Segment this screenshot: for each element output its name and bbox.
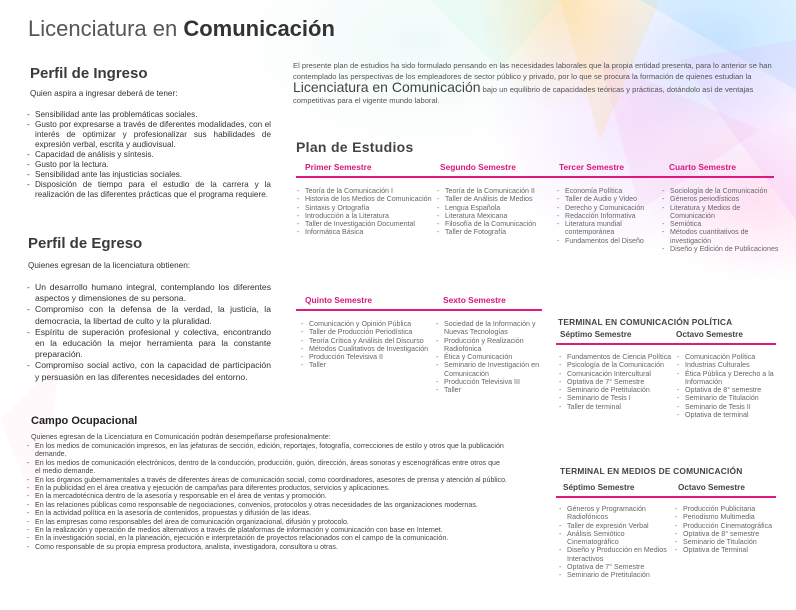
perfil-egreso-list [27,282,271,383]
page-title [28,16,335,42]
subject-item: - Semiótica [662,220,782,228]
campo-ocupacional-intro: Quienes egresan de la Licenciatura en Comunicación podrán desempeñarse profesionalmente: [31,433,331,441]
list-item: - En las relaciones públicas como responsable de negociaciones, convenios, protocolos y otras necesidades de las organizaciones modernas. [27,501,507,509]
list-item: - Sensibilidad ante las problemáticas sociales. [27,110,271,120]
subject-item: - Literatura Mexicana [437,212,552,220]
list-item: - Sensibilidad ante las injusticias sociales. [27,170,271,180]
subject-item: - Optativa de 7° Semestre [559,378,673,386]
semester-5-header: Quinto Semestre [305,295,373,305]
terminal-medios-divider-bar [556,496,776,498]
list-item: - Gusto por la lectura. [27,160,271,170]
subject-item: - Ética Pública y Derecho a la Información [677,370,787,387]
subject-item: - Teoría Crítica y Análisis del Discurso [301,337,441,345]
subject-item: - Métodos cuantitativos de investigación [662,228,782,245]
perfil-egreso-intro: Quienes egresan de la licenciatura obtienen: [28,261,191,270]
subject-item: - Optativa de 8° semestre [675,530,787,538]
semester-2-subjects [437,187,552,237]
semester-6-header: Sexto Semestre [443,295,506,305]
list-item: - Un desarrollo humano integral, contemplando los diferentes aspectos y dimensiones de su persona. [27,282,271,304]
subject-item: - Producción y Realización Radiofónica [436,337,551,354]
subject-item: - Géneros periodísticos [662,195,782,203]
subject-item: - Optativa de 8° semestre [677,386,787,394]
perfil-egreso-heading: Perfil de Egreso [28,235,143,252]
list-item: - En la mercadotécnica dentro de la asesoría y responsable en el área de ventas y promoción. [27,492,507,500]
subject-item: - Comunicación y Opinión Pública [301,320,441,328]
subject-item: - Ética y Comunicación [436,353,551,361]
semester-3-header: Tercer Semestre [559,162,625,172]
campo-ocupacional-heading: Campo Ocupacional [31,415,138,427]
list-item: - Gusto por expresarse a través de diferentes modalidades, con el interés de optimizar y profesionalizar sus habilidades de expresión verbal, escrita y audiovisual. [27,120,271,150]
subject-item: - Informática Básica [297,228,432,236]
perfil-ingreso-list [27,110,271,200]
title-bold: Comunicación [183,16,335,41]
subject-item: - Sintaxis y Ortografía [297,204,432,212]
semester-2-header: Segundo Semestre [440,162,516,172]
subject-item: - Literatura mundial contemporánea [557,220,659,237]
subject-item: - Seminario de Pretitulación [559,571,671,579]
terminal-medios-octavo-subjects [675,505,787,555]
semester-1-header: Primer Semestre [305,162,372,172]
subject-item: - Lengua Española [437,204,552,212]
list-item: - En las empresas como responsables del área de comunicación organizacional, difusión y protocolo. [27,518,507,526]
terminal-politica-septimo-header: Séptimo Semestre [560,330,632,339]
semester-6-subjects [436,320,551,395]
terminal-politica-octavo-header: Octavo Semestre [676,330,743,339]
subject-item: - Sociedad de la Información y Nuevas Tecnologías [436,320,551,337]
subject-item: - Seminario de Pretitulación [559,386,673,394]
plan-divider-bar [296,176,774,178]
subject-item: - Introducción a la Literatura [297,212,432,220]
subject-item: - Producción Cinematográfica [675,522,787,530]
subject-item: - Taller de Investigación Documental [297,220,432,228]
subject-item: - Seminario de Tesis II [677,403,787,411]
terminal-politica-divider-bar [556,343,776,345]
semester-3-subjects [557,187,659,245]
subject-item: - Diseño y Producción en Medios Interactivos [559,546,671,563]
plan-divider-bar-2 [296,309,542,311]
semester-4-header: Cuarto Semestre [669,162,737,172]
subject-item: - Géneros y Programación Radiofónicos [559,505,671,522]
subject-item: - Seminario de Tesis I [559,394,673,402]
semester-5-subjects [301,320,441,370]
semester-4-subjects [662,187,782,253]
list-item: - En la realización y operación de medios alternativos a través de plataformas de información y comunicación con base en Internet. [27,526,507,534]
subject-item: - Taller de Análisis de Medios [437,195,552,203]
subject-item: - Taller de Audio y Video [557,195,659,203]
terminal-medios-octavo-header: Octavo Semestre [678,483,745,492]
subject-item: - Métodos Cualitativos de Investigación [301,345,441,353]
subject-item: - Comunicación Intercultural [559,370,673,378]
terminal-politica-septimo-subjects [559,353,673,411]
subject-item: - Teoría de la Comunicación II [437,187,552,195]
subject-item: - Producción Televisiva III [436,378,551,386]
subject-item: - Redacción Informativa [557,212,659,220]
subject-item: - Industrias Culturales [677,361,787,369]
subject-item: - Derecho y Comunicación [557,204,659,212]
subject-item: - Optativa de Terminal [675,546,787,554]
subject-item: - Historia de los Medios de Comunicación [297,195,432,203]
intro-paragraph-highlight: Licenciatura en Comunicación [293,79,481,95]
terminal-politica-heading: TERMINAL EN COMUNICACIÓN POLÍTICA [558,317,733,327]
terminal-politica-octavo-subjects [677,353,787,419]
subject-item: - Producción Televisiva II [301,353,441,361]
intro-paragraph-text-end: bajo un equilibrio de capacidades teóricas y prácticas, dotándolo así de ventajas competitivas para el vigente mundo laboral. [293,85,754,105]
subject-item: - Taller de terminal [559,403,673,411]
list-item: - Espíritu de superación profesional y colectiva, encontrando en la educación la mejor herramienta para la constante preparación. [27,327,271,361]
subject-item: - Sociología de la Comunicación [662,187,782,195]
list-item: - En la publicidad en el área creativa y ejecución de campañas para diferentes productos, servicios y aplicaciones. [27,484,507,492]
list-item: - Compromiso social activo, con la capacidad de participación y persuasión en las diferentes necesidades del entorno. [27,360,271,382]
list-item: - Capacidad de análisis y síntesis. [27,150,271,160]
subject-item: - Análisis Semiótico Cinematográfico [559,530,671,547]
subject-item: - Seminario de Titulación [675,538,787,546]
list-item: - Compromiso con la defensa de la verdad, la justicia, la democracia, la libertad de culto y la pluralidad. [27,304,271,326]
list-item: - En los órganos gubernamentales a través de diferentes áreas de comunicación social, como coordinadores, asesores de prensa y atención al público. [27,476,507,484]
list-item: - Disposición de tiempo para el estudio de la carrera y la realización de las diferentes prácticas que el programa requiere. [27,180,271,200]
subject-item: - Teoría de la Comunicación I [297,187,432,195]
list-item: - Como responsable de su propia empresa productora, analista, investigadora, consultora u otras. [27,543,507,551]
subject-item: - Comunicación Política [677,353,787,361]
terminal-medios-septimo-subjects [559,505,671,580]
intro-paragraph-text: El presente plan de estudios ha sido formulado pensando en las necesidades laborales que la propia entidad presenta, para lo anterior se han contemplado las perspectivas de los empleadores de sector público y privado, por lo que se procura la formación de quienes estudian la [293,61,772,81]
subject-item: - Seminario de Investigación en Comunicación [436,361,551,378]
subject-item: - Taller [301,361,441,369]
subject-item: - Diseño y Edición de Publicaciones [662,245,782,253]
subject-item: - Taller de Fotografía [437,228,552,236]
list-item: - En los medios de comunicación impresos, en las jefaturas de sección, edición, reportajes, fotografía, correcciones de estilo y otros que la publicación demande. [27,442,507,459]
list-item: - En la actividad política en la asesoría de contenidos, propuestas y difusión de las ideas. [27,509,507,517]
subject-item: - Literatura y Medios de Comunicación [662,204,782,221]
subject-item: - Periodismo Multimedia [675,513,787,521]
subject-item: - Economía Política [557,187,659,195]
terminal-medios-heading: TERMINAL EN MEDIOS DE COMUNICACIÓN [560,466,743,476]
perfil-ingreso-heading: Perfil de Ingreso [30,65,148,82]
terminal-medios-septimo-header: Séptimo Semestre [563,483,635,492]
semester-1-subjects [297,187,432,237]
campo-ocupacional-list [27,442,507,551]
subject-item: - Taller de expresión Verbal [559,522,671,530]
perfil-ingreso-intro: Quien aspira a ingresar deberá de tener: [30,89,178,98]
list-item: - En la investigación social, en la planeación, ejecución e interpretación de proyectos relacionados con el campo de la comunicación. [27,534,507,542]
list-item: - En los medios de comunicación electrónicos, dentro de la conducción, producción, guión, dirección, áreas sonoras y escenográficas entre otros que el medio demande. [27,459,507,476]
subject-item: - Seminario de Titulación [677,394,787,402]
subject-item: - Taller [436,386,551,394]
subject-item: - Filosofía de la Comunicación [437,220,552,228]
subject-item: - Producción Publicitaria [675,505,787,513]
subject-item: - Fundamentos de Ciencia Política [559,353,673,361]
plan-estudios-heading: Plan de Estudios [296,139,414,155]
subject-item: - Optativa de 7° Semestre [559,563,671,571]
title-light: Licenciatura en [28,16,184,41]
subject-item: - Taller de Producción Periodística [301,328,441,336]
subject-item: - Psicología de la Comunicación [559,361,673,369]
subject-item: - Fundamentos del Diseño [557,237,659,245]
intro-paragraph [293,60,783,106]
subject-item: - Optativa de terminal [677,411,787,419]
